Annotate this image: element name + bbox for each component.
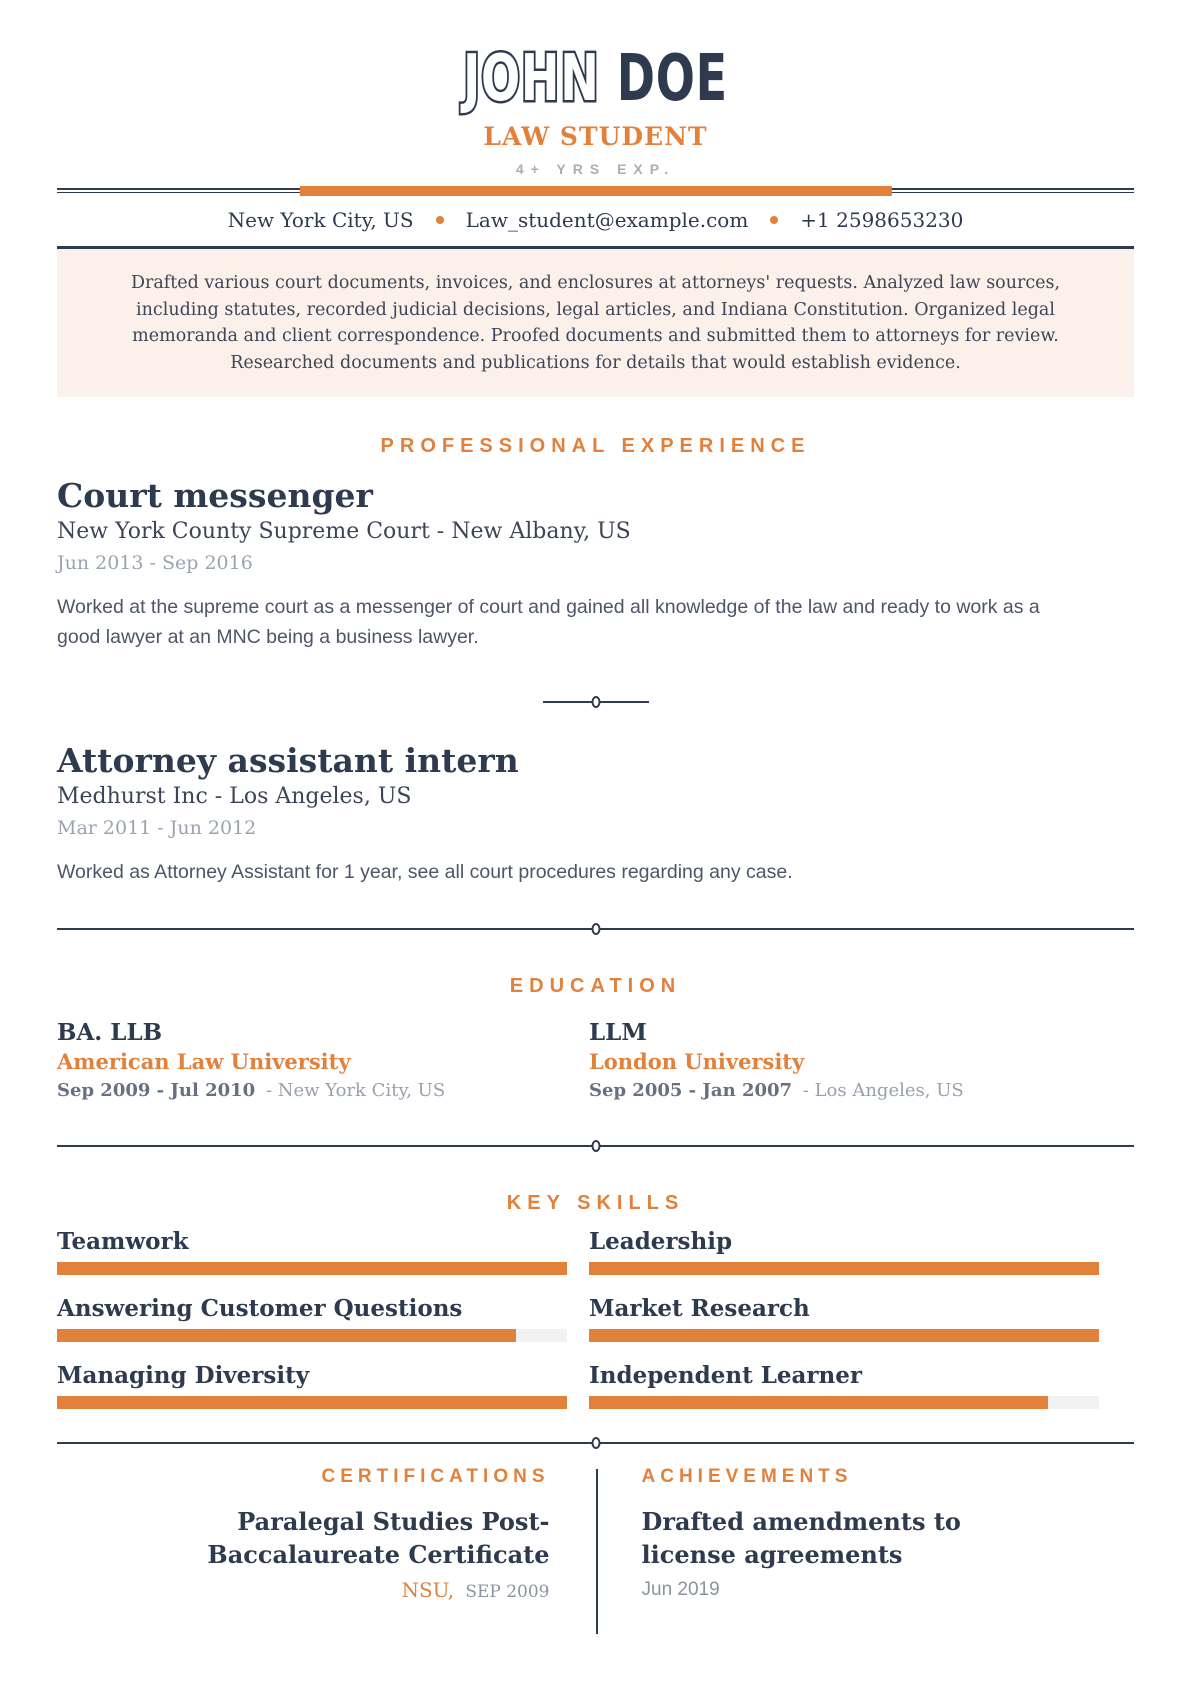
skill-label: Answering Customer Questions bbox=[57, 1295, 463, 1322]
candidate-job-title: LAW STUDENT bbox=[483, 122, 708, 151]
divider-circle-icon bbox=[591, 1437, 600, 1449]
certification-title: Paralegal Studies Post-Baccalaureate Certificate bbox=[207, 1507, 550, 1569]
education-dates: Sep 2005 - Jan 2007 bbox=[589, 1080, 793, 1101]
skill-progress-track bbox=[589, 1329, 1099, 1342]
divider-circle-icon bbox=[591, 696, 600, 708]
education-school: American Law University bbox=[57, 1049, 351, 1074]
skill-label: Independent Learner bbox=[589, 1362, 863, 1389]
section-divider bbox=[57, 923, 1134, 935]
skill-label: Managing Diversity bbox=[57, 1362, 310, 1389]
experience-badge: 4+ YRS EXP. bbox=[515, 161, 676, 177]
skill-progress-fill bbox=[57, 1396, 567, 1409]
education-grid bbox=[57, 1021, 1134, 1100]
skill-item bbox=[589, 1230, 1099, 1275]
certifications-column bbox=[57, 1467, 596, 1637]
certification-meta bbox=[57, 1579, 550, 1603]
skill-progress-track bbox=[57, 1396, 567, 1409]
education-school: London University bbox=[589, 1049, 805, 1074]
skill-item bbox=[57, 1230, 567, 1275]
achievements-column bbox=[598, 1467, 1135, 1637]
contact-location: New York City, US bbox=[227, 208, 414, 232]
candidate-first-name: JOHN bbox=[463, 42, 600, 116]
job-dates: Jun 2013 - Sep 2016 bbox=[57, 552, 253, 574]
education-dates: Sep 2009 - Jul 2010 bbox=[57, 1080, 256, 1101]
section-divider bbox=[57, 1140, 1134, 1152]
achievement-date: Jun 2019 bbox=[641, 1579, 720, 1600]
achievement-title: Drafted amendments to license agreements bbox=[641, 1507, 961, 1569]
header-divider bbox=[57, 188, 1134, 193]
education-entry bbox=[57, 1021, 567, 1100]
education-location: - New York City, US bbox=[265, 1080, 446, 1101]
section-divider bbox=[57, 1437, 1134, 1449]
section-title-achievements: ACHIEVEMENTS bbox=[641, 1466, 853, 1487]
summary-box: Drafted various court documents, invoices, and enclosures at attorneys' requests. Analyzed law sources, including statutes, recorded judicial decisions, legal articles, and Indiana Constitution. Organized legal memoranda and client correspondence. Proofed documents and submitted them to attorneys for review. Researched documents and publications for details that would establish evidence. bbox=[57, 249, 1134, 397]
section-title-education: EDUCATION bbox=[509, 975, 682, 997]
education-degree: LLM bbox=[589, 1019, 647, 1046]
education-degree: BA. LLB bbox=[57, 1019, 163, 1046]
section-title-certifications: CERTIFICATIONS bbox=[321, 1466, 550, 1487]
skill-item bbox=[589, 1297, 1099, 1342]
job-title: Court messenger bbox=[57, 476, 373, 515]
skill-item bbox=[589, 1364, 1099, 1409]
skills-grid bbox=[57, 1230, 1134, 1409]
experience-entry bbox=[57, 741, 1134, 887]
skill-progress-fill bbox=[589, 1396, 1048, 1409]
job-company: New York County Supreme Court - New Albany, US bbox=[57, 519, 631, 544]
skill-progress-fill bbox=[57, 1329, 516, 1342]
header-divider-accent-band bbox=[299, 186, 891, 196]
education-dates-row bbox=[589, 1082, 1099, 1100]
education-entry bbox=[589, 1021, 1099, 1100]
skill-progress-track bbox=[589, 1262, 1099, 1275]
skill-progress-fill bbox=[589, 1329, 1099, 1342]
divider-circle-icon bbox=[591, 1140, 600, 1152]
education-location: - Los Angeles, US bbox=[802, 1080, 964, 1101]
contact-bar bbox=[57, 193, 1134, 249]
skill-progress-fill bbox=[57, 1262, 567, 1275]
certification-date: SEP 2009 bbox=[465, 1582, 550, 1602]
section-title-experience: PROFESSIONAL EXPERIENCE bbox=[380, 435, 811, 457]
skill-progress-track bbox=[589, 1396, 1099, 1409]
job-description: Worked at the supreme court as a messenger of court and gained all knowledge of the law and ready to work as a good lawyer at an MNC being a business lawyer. bbox=[57, 596, 1040, 648]
bullet-separator-icon bbox=[770, 216, 778, 224]
contact-phone: +1 2598653230 bbox=[800, 208, 964, 232]
bottom-section bbox=[57, 1467, 1134, 1637]
certification-org: NSU, bbox=[401, 1578, 455, 1602]
entry-divider bbox=[543, 696, 649, 708]
divider-circle-icon bbox=[591, 923, 600, 935]
job-description: Worked as Attorney Assistant for 1 year, see all court procedures regarding any case. bbox=[57, 861, 793, 883]
skill-progress-track bbox=[57, 1262, 567, 1275]
candidate-name bbox=[208, 42, 983, 116]
job-title: Attorney assistant intern bbox=[57, 741, 519, 780]
skill-label: Teamwork bbox=[57, 1228, 189, 1255]
bullet-separator-icon bbox=[436, 216, 444, 224]
candidate-last-name: DOE bbox=[616, 42, 728, 116]
skill-progress-track bbox=[57, 1329, 567, 1342]
skill-item bbox=[57, 1364, 567, 1409]
experience-entry bbox=[57, 476, 1134, 652]
resume-header bbox=[57, 42, 1134, 177]
skill-progress-fill bbox=[589, 1262, 1099, 1275]
job-dates: Mar 2011 - Jun 2012 bbox=[57, 817, 257, 839]
contact-email: Law_student@example.com bbox=[465, 208, 749, 232]
job-company: Medhurst Inc - Los Angeles, US bbox=[57, 784, 412, 809]
education-dates-row bbox=[57, 1082, 567, 1100]
skill-label: Leadership bbox=[589, 1228, 733, 1255]
section-title-skills: KEY SKILLS bbox=[506, 1192, 685, 1214]
skill-label: Market Research bbox=[589, 1295, 810, 1322]
skill-item bbox=[57, 1297, 567, 1342]
